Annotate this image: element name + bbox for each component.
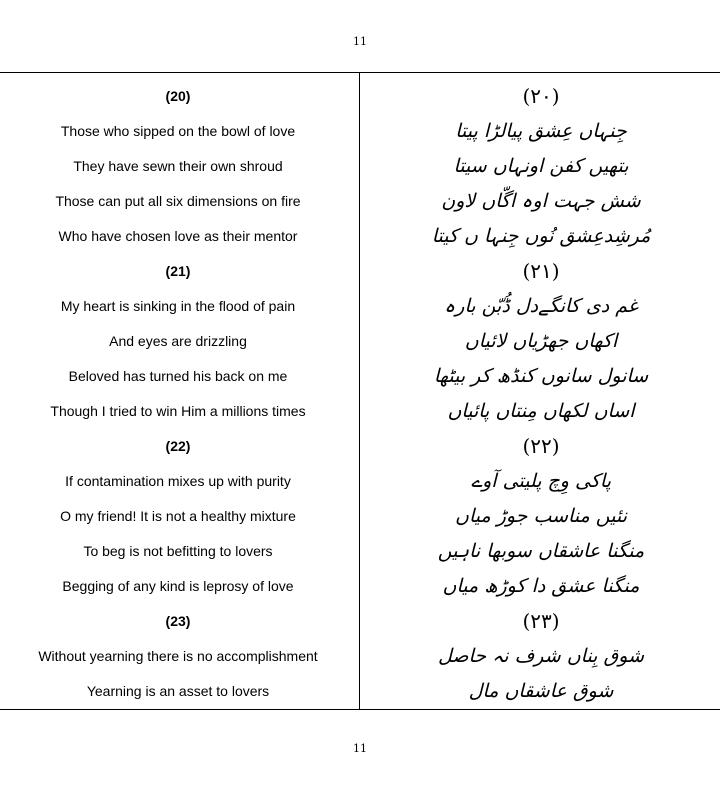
urdu-verse-line: سانول سانوں کنڈھ کر بیٹھا xyxy=(433,364,649,387)
urdu-stanza-number: (۲۰) xyxy=(522,83,560,108)
english-verse-line: Who have chosen love as their mentor xyxy=(58,227,298,244)
urdu-verse-line: بتھیں کفن اونہاں سیتا xyxy=(453,154,629,177)
english-stanza-number: (22) xyxy=(165,437,191,454)
urdu-verse-line: نئیں مناسب جوڑ میاں xyxy=(455,504,628,527)
english-stanza-number: (23) xyxy=(165,612,191,629)
english-stanza-number: (21) xyxy=(165,262,191,279)
urdu-column xyxy=(362,78,720,708)
urdu-stanza-number: (۲۱) xyxy=(522,258,560,283)
english-verse-line: Yearning is an asset to lovers xyxy=(86,682,270,699)
english-verse-line: Though I tried to win Him a millions times xyxy=(50,402,306,419)
urdu-verse-line: اکھاں جھڑیاں لائیاں xyxy=(464,329,618,352)
urdu-verse-line: جِنہاں عِشق پیالڑا پیتا xyxy=(455,119,627,142)
english-verse-line: Beloved has turned his back on me xyxy=(68,367,288,384)
urdu-verse-line: مُرشِدعِشق نُوں جِنہا ں کیتا xyxy=(431,224,651,247)
urdu-verse-line: شوق عاشقاں مال xyxy=(468,679,614,702)
english-stanza-number: (20) xyxy=(165,87,191,104)
urdu-verse-line: شوق بِناں شرف نہ حاصل xyxy=(438,644,644,667)
english-verse-line: And eyes are drizzling xyxy=(109,332,247,349)
urdu-verse-line: منگنا عشق دا کوڑھ میاں xyxy=(442,574,640,597)
english-verse-line: Without yearning there is no accomplishment xyxy=(38,647,318,664)
page-number-top: 11 xyxy=(353,35,367,48)
english-verse-line: They have sewn their own shroud xyxy=(73,157,283,174)
english-column xyxy=(0,78,356,708)
top-rule xyxy=(0,72,720,73)
urdu-verse-line: اساں لکھاں مِنتاں پائیاں xyxy=(447,399,635,422)
english-verse-line: O my friend! It is not a healthy mixture xyxy=(60,507,296,524)
urdu-verse-line: غم دی کانگےدل ڈُبّن بارہ xyxy=(444,294,638,317)
column-divider xyxy=(359,72,360,710)
english-verse-line: Begging of any kind is leprosy of love xyxy=(62,577,294,594)
urdu-stanza-number: (۲۲) xyxy=(522,433,560,458)
bottom-rule xyxy=(0,709,720,710)
urdu-stanza-number: (۲۳) xyxy=(522,608,560,633)
english-verse-line: If contamination mixes up with purity xyxy=(65,472,291,489)
english-verse-line: Those who sipped on the bowl of love xyxy=(60,122,296,139)
page-number-bottom: 11 xyxy=(353,742,367,755)
english-verse-line: To beg is not befitting to lovers xyxy=(83,542,273,559)
urdu-verse-line: پاکی وِچ پلیتی آوے xyxy=(471,469,611,492)
urdu-verse-line: شش جہت اوہ اگّاں لاون xyxy=(441,189,641,212)
english-verse-line: Those can put all six dimensions on fire xyxy=(55,192,301,209)
urdu-verse-line: منگنا عاشقاں سوبھا ناہیں xyxy=(437,539,645,562)
english-verse-line: My heart is sinking in the flood of pain xyxy=(60,297,296,314)
